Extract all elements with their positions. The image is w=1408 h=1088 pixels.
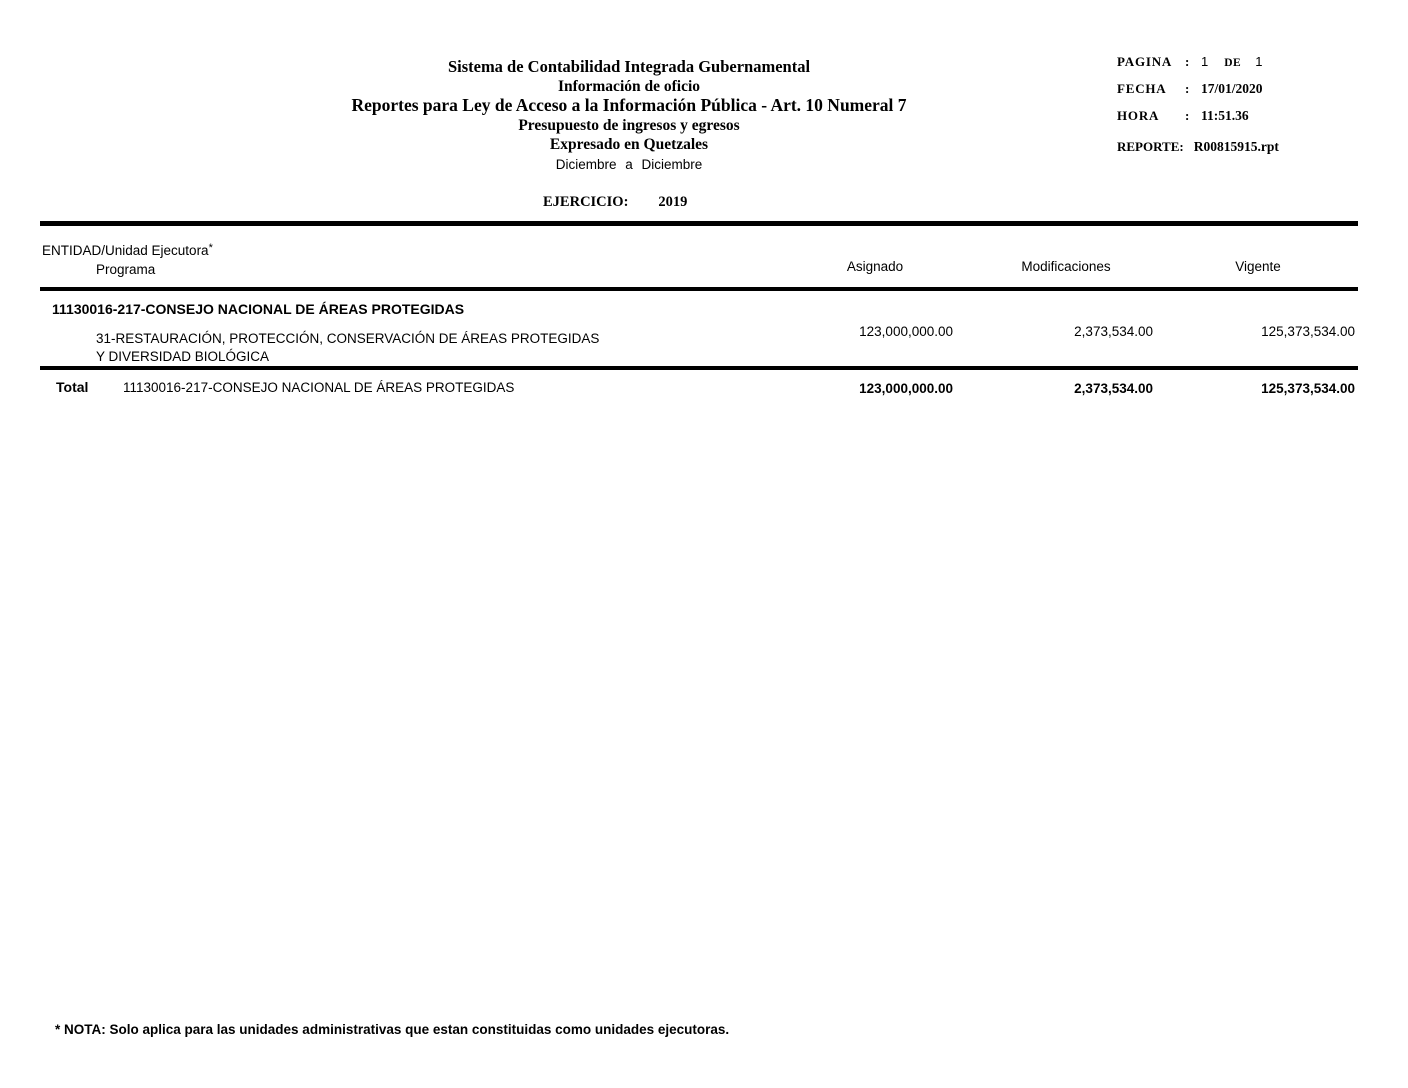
column-header-modificaciones: Modificaciones (1021, 259, 1111, 274)
table-total-rule (40, 366, 1358, 370)
pagina-separator: : (1185, 54, 1190, 69)
entidad-footnote-mark: * (208, 242, 213, 254)
total-modificaciones-amount: 2,373,534.00 (1074, 381, 1153, 396)
total-label: Total (56, 379, 89, 395)
pagina-value: 1 (1201, 54, 1209, 69)
reporte-label: REPORTE: (1117, 139, 1184, 154)
column-header-asignado: Asignado (846, 259, 904, 274)
report-title-law: Reportes para Ley de Acceso a la Información Pública - Art. 10 Numeral 7 (351, 95, 907, 115)
entity-row: 11130016-217-CONSEJO NACIONAL DE ÁREAS PROTEGIDAS (52, 301, 465, 317)
report-header (0, 57, 1258, 175)
total-asignado-amount: 123,000,000.00 (859, 381, 953, 396)
vigente-amount: 125,373,534.00 (1261, 324, 1355, 339)
table-header-rule (40, 287, 1358, 291)
footnote: * NOTA: Solo aplica para las unidades administrativas que estan constituidas como unidades ejecutoras. (55, 1022, 730, 1037)
report-file-field (1117, 139, 1279, 155)
page-indicator (1117, 54, 1262, 70)
report-title-budget: Presupuesto de ingresos y egresos (518, 116, 740, 134)
fecha-label: FECHA (1117, 81, 1167, 96)
asignado-amount: 123,000,000.00 (859, 324, 953, 339)
report-title-system: Sistema de Contabilidad Integrada Gubernamental (447, 57, 811, 76)
fecha-value: 17/01/2020 (1201, 81, 1263, 96)
report-title-currency: Expresado en Quetzales (549, 136, 709, 153)
hora-separator: : (1185, 108, 1190, 123)
column-header-entidad-text: ENTIDAD/Unidad Ejecutora (42, 243, 209, 258)
date-field (1117, 81, 1263, 97)
reporte-value: R00815915.rpt (1193, 139, 1279, 154)
report-period: Diciembre a Diciembre (555, 157, 703, 172)
ejercicio-label: EJERCICIO: (543, 194, 629, 210)
pagina-de-label: DE (1224, 57, 1242, 69)
total-entity: 11130016-217-CONSEJO NACIONAL DE ÁREAS PROTEGIDAS (123, 380, 515, 395)
table-top-rule (40, 221, 1358, 226)
total-vigente-amount: 125,373,534.00 (1261, 381, 1355, 396)
ejercicio-line (543, 194, 687, 211)
hora-label: HORA (1117, 108, 1160, 123)
time-field (1117, 108, 1249, 124)
modificaciones-amount: 2,373,534.00 (1074, 324, 1153, 339)
ejercicio-value: 2019 (658, 194, 688, 210)
hora-value: 11:51.36 (1201, 108, 1249, 123)
report-title-info: Información de oficio (557, 77, 701, 95)
column-header-entidad (42, 242, 213, 258)
column-header-programa: Programa (96, 262, 156, 277)
fecha-separator: : (1185, 81, 1190, 96)
program-row-line1: 31-RESTAURACIÓN, PROTECCIÓN, CONSERVACIÓN DE ÁREAS PROTEGIDAS (96, 331, 600, 346)
column-header-vigente: Vigente (1235, 259, 1281, 274)
pagina-label: PAGINA (1117, 54, 1173, 69)
pagina-de-value: 1 (1255, 54, 1263, 69)
program-row-line2: Y DIVERSIDAD BIOLÓGICA (96, 349, 270, 364)
